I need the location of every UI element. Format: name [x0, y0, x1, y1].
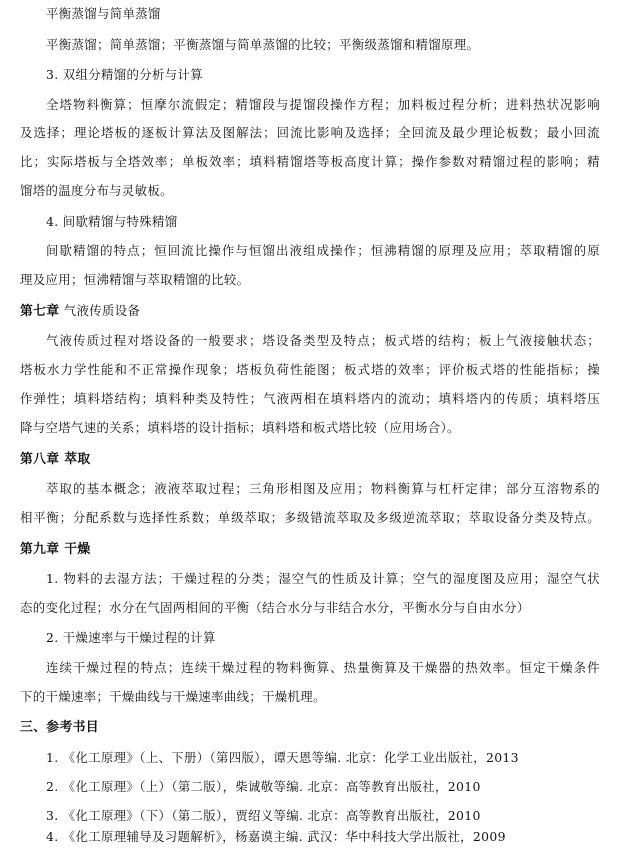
section-heading-binary-distillation: 3. 双组分精馏的分析与计算	[46, 67, 203, 82]
paragraph-line: 连续干燥过程的特点；连续干燥过程的物料衡算、热量衡算及干燥器的热效率。恒定干燥条件	[46, 660, 600, 675]
paragraph-line: 下的干燥速率；干燥曲线与干燥速率曲线；干燥机理。	[20, 689, 326, 704]
section-heading-flash-distillation: 平衡蒸馏与简单蒸馏	[46, 6, 161, 21]
paragraph-line: 及选择；理论塔板的逐板计算法及图解法；回流比影响及选择；全回流及最少理论板数；最小回流	[20, 125, 600, 140]
paragraph-line: 塔板水力学性能和不正常操作现象；塔板负荷性能图；板式塔的效率；评价板式塔的性能指标；操	[20, 362, 600, 377]
paragraph-line: 理及应用；恒沸精馏与萃取精馏的比较。	[20, 272, 250, 287]
chapter-heading-7	[20, 302, 600, 321]
chapter-heading-9: 第九章 干燥	[20, 542, 91, 557]
chapter-heading-8: 第八章 萃取	[20, 452, 91, 467]
chapter-title: 气液传质设备	[63, 303, 141, 318]
reference-item: 3. 《化工原理》（下）（第二版），贾绍义等编. 北京：高等教育出版社，2010	[46, 808, 481, 823]
section-heading-batch-distillation: 4. 间歇精馏与特殊精馏	[46, 214, 178, 229]
chapter-number: 第七章	[20, 304, 60, 319]
paragraph-line: 降与空塔气速的关系；填料塔的设计指标；填料塔和板式塔比较（应用场合）。	[20, 420, 460, 435]
paragraph-line: 平衡蒸馏；简单蒸馏；平衡蒸馏与简单蒸馏的比较；平衡级蒸馏和精馏原理。	[46, 37, 480, 52]
paragraph-line: 全塔物料衡算；恒摩尔流假定；精馏段与提馏段操作方程；加料板过程分析；进料热状况影响	[46, 97, 600, 112]
paragraph-line: 气液传质过程对塔设备的一般要求；塔设备类型及特点；板式塔的结构；板上气液接触状态；	[46, 333, 600, 348]
reference-item: 4. 《化工原理辅导及习题解析》，杨嘉谟主编. 武汉：华中科技大学出版社，2009	[46, 829, 506, 844]
paragraph-line: 馏塔的温度分布与灵敏板。	[20, 183, 173, 198]
paragraph-line: 萃取的基本概念；液液萃取过程；三角形相图及应用；物料衡算与杠杆定律；部分互溶物系的	[46, 481, 600, 496]
paragraph-line: 相平衡；分配系数与选择性系数；单级萃取；多级错流萃取及多级逆流萃取；萃取设备分类及特点。	[20, 510, 600, 525]
reference-item: 1. 《化工原理》（上、下册）（第四版），谭天恩等编. 北京：化学工业出版社，2013	[46, 750, 519, 765]
paragraph-line: 1. 物料的去湿方法；干燥过程的分类；湿空气的性质及计算；空气的湿度图及应用；湿空气状	[46, 571, 600, 586]
references-heading: 三、参考书目	[20, 720, 99, 735]
section-heading-drying-rate: 2. 干燥速率与干燥过程的计算	[46, 630, 216, 645]
paragraph-line: 作弹性；填料塔结构；填料种类及特性；气液两相在填料塔内的流动；填料塔内的传质；填料塔压	[20, 391, 600, 406]
reference-item: 2. 《化工原理》（上）（第二版），柴诚敬等编. 北京：高等教育出版社，2010	[46, 779, 481, 794]
paragraph-line: 间歇精馏的特点；恒回流比操作与恒馏出液组成操作；恒沸精馏的原理及应用；萃取精馏的原	[46, 243, 600, 258]
paragraph-line: 态的变化过程；水分在气固两相间的平衡（结合水分与非结合水分，平衡水分与自由水分）	[20, 600, 530, 615]
paragraph-line: 比；实际塔板与全塔效率；单板效率；填料精馏塔等板高度计算；操作参数对精馏过程的影响；精	[20, 154, 600, 169]
